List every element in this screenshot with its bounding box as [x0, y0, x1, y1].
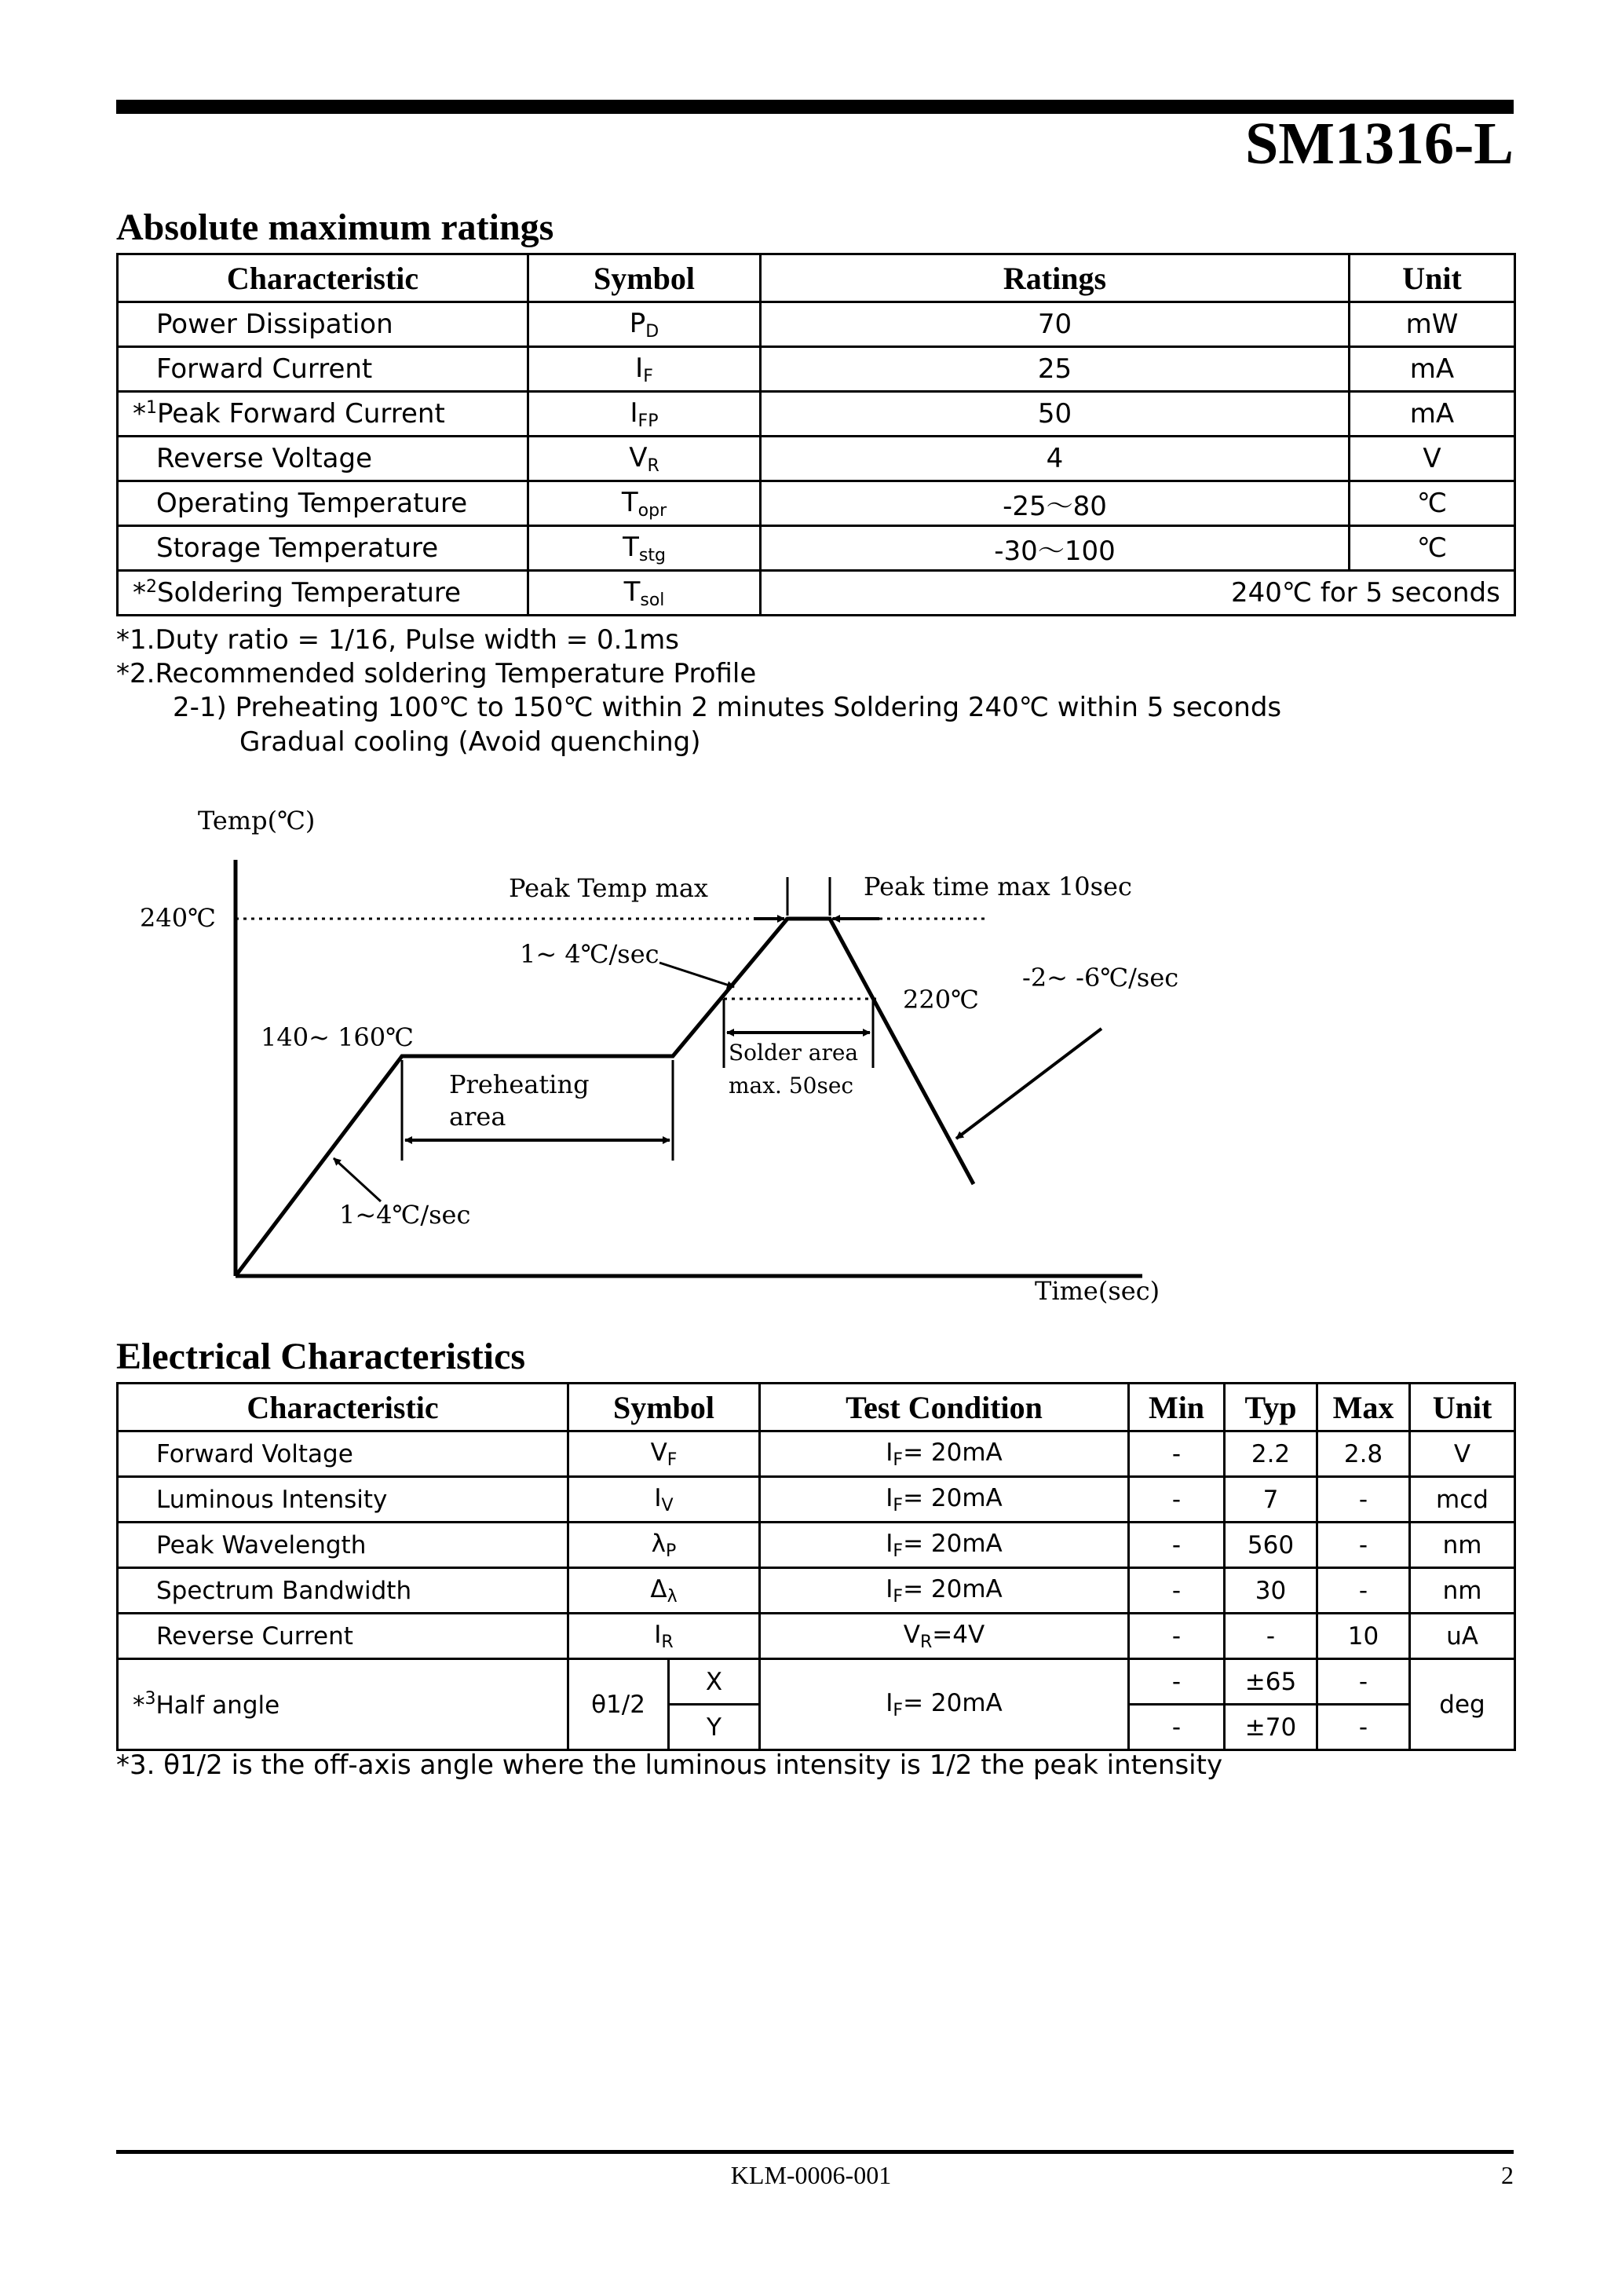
- axis-y-label: Y: [669, 1705, 760, 1750]
- symbol-cell: $T_{sol}$: [528, 571, 761, 616]
- symbol-cell: $P_D$: [528, 302, 761, 347]
- label-240: 240℃: [140, 903, 216, 933]
- symbol-cell: $\lambda_P$: [568, 1523, 760, 1568]
- max-cell: -: [1317, 1477, 1410, 1523]
- rating-cell: -30～100: [761, 526, 1350, 571]
- label-140-160: 140~ 160℃: [261, 1022, 414, 1052]
- footnote-2-1: 2-1) Preheating 100℃ to 150℃ within 2 minutes Soldering 240℃ within 5 seconds: [173, 692, 1282, 723]
- initial-ramp-arrow: [334, 1158, 381, 1201]
- table-row: [118, 1568, 1515, 1614]
- condition-cell: $I_F= 20mA$: [760, 1523, 1129, 1568]
- unit-cell: ℃: [1350, 526, 1515, 571]
- symbol-cell: $V_F$: [568, 1431, 760, 1477]
- rating-cell: 240℃ for 5 seconds: [761, 571, 1515, 616]
- table-row: [118, 571, 1515, 616]
- condition-cell: $I_F= 20mA$: [760, 1431, 1129, 1477]
- rating-cell: -25～80: [761, 481, 1350, 526]
- characteristic-cell: Forward Current: [118, 347, 528, 392]
- footnote-1: *1.Duty ratio = 1/16, Pulse width = 0.1ms: [116, 624, 679, 656]
- label-220: 220℃: [903, 985, 979, 1015]
- symbol-cell: $T_{stg}$: [528, 526, 761, 571]
- column-header: Characteristic: [118, 254, 528, 302]
- ramp-rate-label: 1~ 4℃/sec: [520, 939, 659, 969]
- table-row: [118, 302, 1515, 347]
- soldering-profile-diagram: [0, 777, 1622, 1319]
- table-header-row: [118, 254, 1515, 302]
- column-header: Symbol: [528, 254, 761, 302]
- characteristic-cell: Reverse Current: [118, 1614, 568, 1659]
- footnote-3: *3. θ1/2 is the off-axis angle where the luminous intensity is 1/2 the peak intensity: [116, 1749, 1223, 1781]
- half-angle-condition: $I_F= 20mA$: [760, 1659, 1129, 1750]
- unit-cell: V: [1410, 1431, 1515, 1477]
- ramp-rate-arrow: [659, 963, 734, 987]
- condition-cell: $V_R=4V$: [760, 1614, 1129, 1659]
- half-angle-y-min: -: [1129, 1705, 1225, 1750]
- symbol-cell: $I_R$: [568, 1614, 760, 1659]
- table-row: [118, 526, 1515, 571]
- characteristic-cell: Operating Temperature: [118, 481, 528, 526]
- rating-cell: 25: [761, 347, 1350, 392]
- rating-cell: 4: [761, 437, 1350, 481]
- typ-cell: 2.2: [1225, 1431, 1317, 1477]
- table-row: [118, 481, 1515, 526]
- unit-cell: nm: [1410, 1523, 1515, 1568]
- symbol-cell: $I_{FP}$: [528, 392, 761, 437]
- footnote-cooling: Gradual cooling (Avoid quenching): [239, 726, 701, 758]
- min-cell: -: [1129, 1523, 1225, 1568]
- symbol-cell: $I_V$: [568, 1477, 760, 1523]
- column-header: Unit: [1350, 254, 1515, 302]
- min-cell: -: [1129, 1614, 1225, 1659]
- absolute-max-heading: Absolute maximum ratings: [116, 207, 554, 248]
- column-header: Typ: [1225, 1384, 1317, 1431]
- column-header: Test Condition: [760, 1384, 1129, 1431]
- footnote-2: *2.Recommended soldering Temperature Profile: [116, 658, 757, 689]
- table-row: [118, 1431, 1515, 1477]
- unit-cell: mcd: [1410, 1477, 1515, 1523]
- symbol-cell: $V_R$: [528, 437, 761, 481]
- electrical-table: [116, 1382, 1516, 1751]
- column-header: Min: [1129, 1384, 1225, 1431]
- table-row: [118, 1477, 1515, 1523]
- column-header: Characteristic: [118, 1384, 568, 1431]
- y-axis-label: Temp(℃): [198, 806, 316, 835]
- absolute-max-table: [116, 253, 1516, 616]
- initial-ramp-label: 1~4℃/sec: [339, 1200, 471, 1230]
- half-angle-unit: deg: [1410, 1659, 1515, 1750]
- cooling-rate-arrow: [956, 1029, 1101, 1139]
- condition-cell: $I_F= 20mA$: [760, 1568, 1129, 1614]
- electrical-heading: Electrical Characteristics: [116, 1336, 526, 1377]
- rating-cell: 50: [761, 392, 1350, 437]
- characteristic-cell: Peak Wavelength: [118, 1523, 568, 1568]
- solder-area-label-2: max. 50sec: [729, 1073, 854, 1099]
- characteristic-cell: Storage Temperature: [118, 526, 528, 571]
- typ-cell: -: [1225, 1614, 1317, 1659]
- unit-cell: uA: [1410, 1614, 1515, 1659]
- characteristic-cell: Luminous Intensity: [118, 1477, 568, 1523]
- x-axis-label: Time(sec): [1035, 1276, 1160, 1306]
- cooling-rate-label: -2~ -6℃/sec: [1022, 963, 1179, 993]
- half-angle-symbol: θ1/2: [568, 1659, 669, 1750]
- symbol-cell: $I_F$: [528, 347, 761, 392]
- solder-area-label: Solder area: [729, 1040, 859, 1066]
- unit-cell: mA: [1350, 392, 1515, 437]
- max-cell: -: [1317, 1523, 1410, 1568]
- unit-cell: ℃: [1350, 481, 1515, 526]
- min-cell: -: [1129, 1477, 1225, 1523]
- half-angle-x-max: -: [1317, 1659, 1410, 1705]
- axis-x-label: X: [669, 1659, 760, 1705]
- typ-cell: 7: [1225, 1477, 1317, 1523]
- half-angle-x-min: -: [1129, 1659, 1225, 1705]
- min-cell: -: [1129, 1568, 1225, 1614]
- document-title: SM1316-L: [1245, 111, 1514, 177]
- bottom-rule: [116, 2150, 1514, 2154]
- characteristic-cell: Reverse Voltage: [118, 437, 528, 481]
- unit-cell: mA: [1350, 347, 1515, 392]
- max-cell: 10: [1317, 1614, 1410, 1659]
- unit-cell: nm: [1410, 1568, 1515, 1614]
- half-angle-y-max: -: [1317, 1705, 1410, 1750]
- symbol-cell: $\Delta_\lambda$: [568, 1568, 760, 1614]
- half-angle-name: *$^3$Half angle: [118, 1659, 568, 1750]
- min-cell: -: [1129, 1431, 1225, 1477]
- half-angle-y-typ: ±70: [1225, 1705, 1317, 1750]
- table-row: [118, 1614, 1515, 1659]
- unit-cell: V: [1350, 437, 1515, 481]
- characteristic-cell: Power Dissipation: [118, 302, 528, 347]
- table-row: [118, 437, 1515, 481]
- typ-cell: 30: [1225, 1568, 1317, 1614]
- column-header: Unit: [1410, 1384, 1515, 1431]
- table-header-row: [118, 1384, 1515, 1431]
- column-header: Max: [1317, 1384, 1410, 1431]
- preheating-label-2: area: [449, 1102, 506, 1132]
- symbol-cell: $T_{opr}$: [528, 481, 761, 526]
- characteristic-cell: *$^1$Peak Forward Current: [118, 392, 528, 437]
- characteristic-cell: Spectrum Bandwidth: [118, 1568, 568, 1614]
- typ-cell: 560: [1225, 1523, 1317, 1568]
- rating-cell: 70: [761, 302, 1350, 347]
- table-row: [118, 392, 1515, 437]
- condition-cell: $I_F= 20mA$: [760, 1477, 1129, 1523]
- document-code: KLM-0006-001: [730, 2161, 892, 2189]
- characteristic-cell: Forward Voltage: [118, 1431, 568, 1477]
- half-angle-x-typ: ±65: [1225, 1659, 1317, 1705]
- max-cell: 2.8: [1317, 1431, 1410, 1477]
- peak-temp-label: Peak Temp max: [509, 873, 708, 903]
- peak-time-label: Peak time max 10sec: [864, 872, 1132, 901]
- max-cell: -: [1317, 1568, 1410, 1614]
- unit-cell: mW: [1350, 302, 1515, 347]
- table-row: [118, 347, 1515, 392]
- column-header: Ratings: [761, 254, 1350, 302]
- page-number: 2: [1501, 2161, 1514, 2189]
- characteristic-cell: *$^2$Soldering Temperature: [118, 571, 528, 616]
- half-angle-row-x: [118, 1659, 1515, 1705]
- table-row: [118, 1523, 1515, 1568]
- preheating-label: Preheating: [449, 1069, 590, 1099]
- column-header: Symbol: [568, 1384, 760, 1431]
